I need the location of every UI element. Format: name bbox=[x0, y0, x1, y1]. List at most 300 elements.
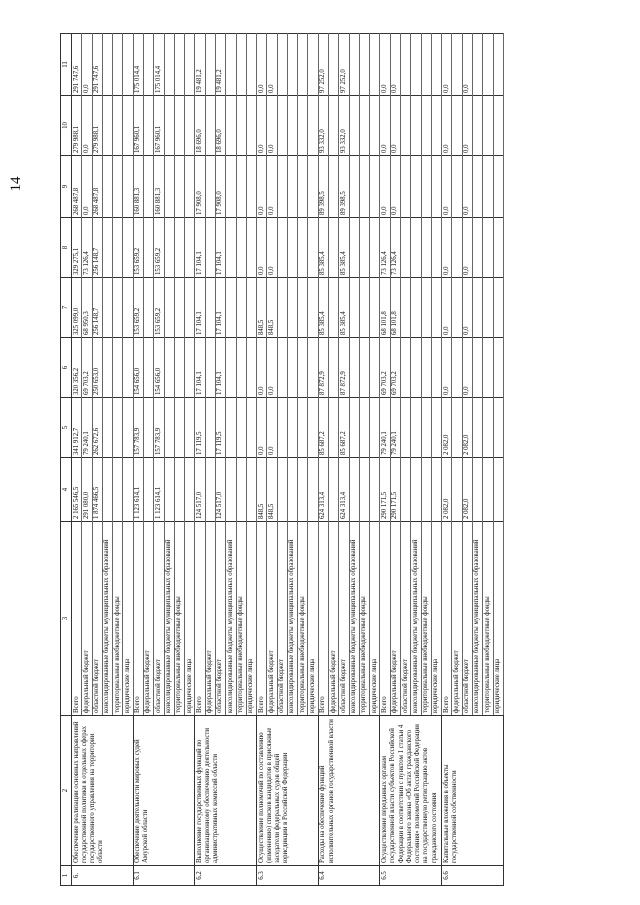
value-cell bbox=[308, 278, 318, 338]
value-cell bbox=[226, 338, 236, 398]
value-cell bbox=[421, 278, 431, 338]
value-cell bbox=[483, 156, 493, 218]
value-cell bbox=[123, 96, 133, 156]
value-cell: 93 332,0 bbox=[339, 96, 349, 156]
value-cell: 69 703,2 bbox=[390, 338, 400, 398]
value-cell: 17 104,1 bbox=[215, 218, 225, 278]
funding-source: Всего bbox=[318, 522, 328, 716]
value-cell: 848,5 bbox=[257, 278, 267, 338]
value-cell: 291 747,6 bbox=[72, 34, 82, 96]
value-cell bbox=[329, 34, 339, 96]
value-cell bbox=[349, 278, 359, 338]
budget-table bbox=[60, 33, 504, 886]
funding-source: консолидированные бюджеты муниципальных образований bbox=[102, 522, 112, 716]
value-cell bbox=[143, 156, 153, 218]
value-cell bbox=[298, 338, 308, 398]
funding-source: Всего bbox=[195, 522, 205, 716]
value-cell bbox=[102, 398, 112, 458]
funding-source: федеральный бюджет bbox=[82, 522, 92, 716]
value-cell: 73 126,4 bbox=[82, 218, 92, 278]
funding-source: областной бюджет bbox=[92, 522, 102, 716]
value-cell: 85 385,4 bbox=[318, 218, 328, 278]
value-cell bbox=[123, 458, 133, 522]
value-cell bbox=[349, 218, 359, 278]
value-cell: 85 385,4 bbox=[339, 218, 349, 278]
page-number: 14 bbox=[8, 176, 24, 192]
value-cell: 0,0 bbox=[442, 278, 452, 338]
funding-source: юридические лица bbox=[431, 522, 441, 716]
value-cell bbox=[185, 278, 195, 338]
value-cell bbox=[483, 338, 493, 398]
value-cell: 291 747,6 bbox=[92, 34, 102, 96]
column-number: 11 bbox=[61, 34, 72, 96]
value-cell bbox=[113, 34, 123, 96]
row-number: 6.3 bbox=[257, 866, 319, 886]
value-cell bbox=[277, 34, 287, 96]
funding-source: Всего bbox=[257, 522, 267, 716]
value-cell bbox=[349, 96, 359, 156]
value-cell: 0,0 bbox=[380, 156, 390, 218]
table-row bbox=[380, 34, 390, 886]
value-cell bbox=[164, 278, 174, 338]
value-cell: 329 275,1 bbox=[72, 218, 82, 278]
value-cell bbox=[123, 398, 133, 458]
funding-source: консолидированные бюджеты муниципальных образований bbox=[411, 522, 421, 716]
value-cell: 154 656,0 bbox=[154, 338, 164, 398]
value-cell bbox=[113, 278, 123, 338]
value-cell bbox=[164, 338, 174, 398]
column-number: 6 bbox=[61, 338, 72, 398]
value-cell bbox=[277, 96, 287, 156]
value-cell bbox=[308, 34, 318, 96]
value-cell: 153 659,2 bbox=[154, 218, 164, 278]
row-number: 6.6 bbox=[442, 866, 504, 886]
funding-source: территориальные внебюджетные фонды bbox=[113, 522, 123, 716]
value-cell bbox=[205, 278, 215, 338]
value-cell: 85 385,4 bbox=[318, 278, 328, 338]
value-cell: 0,0 bbox=[442, 156, 452, 218]
value-cell bbox=[472, 156, 482, 218]
value-cell: 291 080,0 bbox=[82, 458, 92, 522]
value-cell bbox=[483, 398, 493, 458]
value-cell bbox=[226, 278, 236, 338]
value-cell: 69 703,2 bbox=[82, 338, 92, 398]
funding-source: федеральный бюджет bbox=[390, 522, 400, 716]
value-cell bbox=[370, 278, 380, 338]
value-cell bbox=[246, 278, 256, 338]
value-cell bbox=[102, 338, 112, 398]
value-cell bbox=[226, 218, 236, 278]
value-cell bbox=[113, 156, 123, 218]
value-cell: 0,0 bbox=[267, 34, 277, 96]
value-cell: 157 783,9 bbox=[154, 398, 164, 458]
value-cell: 69 703,2 bbox=[380, 338, 390, 398]
value-cell bbox=[452, 458, 462, 522]
value-cell bbox=[401, 398, 411, 458]
value-cell: 0,0 bbox=[82, 96, 92, 156]
value-cell bbox=[287, 338, 297, 398]
value-cell bbox=[401, 278, 411, 338]
value-cell: 93 332,0 bbox=[318, 96, 328, 156]
value-cell bbox=[123, 34, 133, 96]
value-cell bbox=[472, 278, 482, 338]
value-cell: 124 517,0 bbox=[215, 458, 225, 522]
value-cell bbox=[113, 96, 123, 156]
value-cell bbox=[329, 458, 339, 522]
value-cell: 1 123 614,1 bbox=[154, 458, 164, 522]
funding-source: территориальные внебюджетные фонды bbox=[359, 522, 369, 716]
value-cell bbox=[205, 156, 215, 218]
value-cell: 0,0 bbox=[442, 338, 452, 398]
value-cell bbox=[411, 398, 421, 458]
value-cell: 89 398,5 bbox=[339, 156, 349, 218]
value-cell: 268 487,8 bbox=[92, 156, 102, 218]
value-cell bbox=[185, 34, 195, 96]
value-cell bbox=[185, 458, 195, 522]
value-cell: 18 696,0 bbox=[195, 96, 205, 156]
value-cell: 85 687,2 bbox=[318, 398, 328, 458]
value-cell bbox=[431, 398, 441, 458]
value-cell: 0,0 bbox=[257, 156, 267, 218]
measure-name: Капитальные вложения в объекты государственной собственности bbox=[442, 716, 504, 866]
value-cell: 79 240,1 bbox=[82, 398, 92, 458]
value-cell: 97 252,0 bbox=[318, 34, 328, 96]
value-cell bbox=[287, 278, 297, 338]
value-cell bbox=[174, 218, 184, 278]
measure-name: Осуществление переданных органам государственной власти субъектов Российской Федерации в соответствии с пунктом 1 статьи 4 Федерального закона «Об актах гражданского состояния» полномочий Российской Федерации на государственную регистрацию актов гражданского состояния bbox=[380, 716, 442, 866]
value-cell: 0,0 bbox=[462, 156, 472, 218]
value-cell bbox=[349, 458, 359, 522]
value-cell: 0,0 bbox=[390, 34, 400, 96]
value-cell bbox=[102, 218, 112, 278]
funding-source: областной бюджет bbox=[462, 522, 472, 716]
measure-name: Осуществление полномочий по составлению (изменению) списков кандидатов в присяжные заседатели федеральных судов общей юрисдикции в Российской Федерации bbox=[257, 716, 319, 866]
table-row bbox=[195, 34, 205, 886]
value-cell bbox=[164, 218, 174, 278]
value-cell bbox=[298, 278, 308, 338]
value-cell bbox=[308, 398, 318, 458]
value-cell bbox=[452, 218, 462, 278]
value-cell bbox=[185, 338, 195, 398]
funding-source: юридические лица bbox=[185, 522, 195, 716]
value-cell bbox=[452, 338, 462, 398]
value-cell bbox=[493, 398, 503, 458]
funding-source: областной бюджет bbox=[339, 522, 349, 716]
value-cell bbox=[401, 218, 411, 278]
value-cell bbox=[185, 156, 195, 218]
value-cell: 17 908,0 bbox=[215, 156, 225, 218]
value-cell bbox=[298, 458, 308, 522]
value-cell: 2 082,0 bbox=[442, 458, 452, 522]
rotated-table-container bbox=[60, 34, 600, 886]
value-cell bbox=[329, 156, 339, 218]
value-cell bbox=[123, 218, 133, 278]
value-cell bbox=[370, 34, 380, 96]
value-cell bbox=[472, 458, 482, 522]
value-cell bbox=[164, 398, 174, 458]
value-cell bbox=[411, 278, 421, 338]
value-cell: 175 014,4 bbox=[154, 34, 164, 96]
value-cell: 153 659,2 bbox=[154, 278, 164, 338]
value-cell bbox=[370, 458, 380, 522]
value-cell bbox=[185, 398, 195, 458]
value-cell: 1 123 614,1 bbox=[133, 458, 143, 522]
funding-source: юридические лица bbox=[246, 522, 256, 716]
value-cell bbox=[113, 398, 123, 458]
column-number: 5 bbox=[61, 398, 72, 458]
value-cell bbox=[329, 278, 339, 338]
value-cell bbox=[123, 338, 133, 398]
value-cell: 17 104,1 bbox=[215, 278, 225, 338]
value-cell: 262 672,6 bbox=[92, 398, 102, 458]
value-cell bbox=[164, 96, 174, 156]
measure-name: Расходы на обеспечение функций исполнительных органов государственной власти bbox=[318, 716, 380, 866]
value-cell bbox=[308, 96, 318, 156]
funding-source: Всего bbox=[442, 522, 452, 716]
value-cell bbox=[370, 398, 380, 458]
value-cell: 0,0 bbox=[442, 96, 452, 156]
value-cell bbox=[143, 278, 153, 338]
value-cell bbox=[102, 34, 112, 96]
column-number: 7 bbox=[61, 278, 72, 338]
value-cell bbox=[277, 398, 287, 458]
value-cell bbox=[359, 34, 369, 96]
value-cell bbox=[493, 34, 503, 96]
value-cell bbox=[246, 96, 256, 156]
value-cell bbox=[287, 458, 297, 522]
value-cell bbox=[431, 458, 441, 522]
value-cell bbox=[349, 156, 359, 218]
value-cell bbox=[236, 156, 246, 218]
value-cell bbox=[421, 34, 431, 96]
value-cell bbox=[205, 398, 215, 458]
value-cell: 0,0 bbox=[390, 156, 400, 218]
value-cell: 19 481,2 bbox=[195, 34, 205, 96]
value-cell bbox=[246, 338, 256, 398]
value-cell bbox=[401, 338, 411, 398]
value-cell bbox=[359, 218, 369, 278]
value-cell bbox=[452, 96, 462, 156]
funding-source: федеральный бюджет bbox=[143, 522, 153, 716]
value-cell bbox=[483, 458, 493, 522]
value-cell: 68 101,8 bbox=[390, 278, 400, 338]
value-cell bbox=[287, 96, 297, 156]
value-cell: 160 881,3 bbox=[133, 156, 143, 218]
value-cell: 848,5 bbox=[257, 458, 267, 522]
funding-source: территориальные внебюджетные фонды bbox=[483, 522, 493, 716]
value-cell: 68 101,8 bbox=[380, 278, 390, 338]
value-cell bbox=[102, 458, 112, 522]
value-cell: 19 481,2 bbox=[215, 34, 225, 96]
value-cell bbox=[185, 96, 195, 156]
value-cell bbox=[349, 34, 359, 96]
funding-source: федеральный бюджет bbox=[452, 522, 462, 716]
funding-source: территориальные внебюджетные фонды bbox=[421, 522, 431, 716]
value-cell bbox=[431, 34, 441, 96]
value-cell bbox=[246, 218, 256, 278]
value-cell: 325 099,0 bbox=[72, 278, 82, 338]
funding-source: территориальные внебюджетные фонды bbox=[174, 522, 184, 716]
value-cell bbox=[205, 458, 215, 522]
value-cell: 624 313,4 bbox=[339, 458, 349, 522]
value-cell bbox=[431, 278, 441, 338]
value-cell bbox=[113, 458, 123, 522]
value-cell bbox=[401, 458, 411, 522]
value-cell bbox=[205, 34, 215, 96]
value-cell: 85 385,4 bbox=[339, 278, 349, 338]
value-cell bbox=[411, 156, 421, 218]
value-cell: 0,0 bbox=[462, 96, 472, 156]
value-cell bbox=[401, 96, 411, 156]
value-cell bbox=[298, 218, 308, 278]
value-cell bbox=[236, 218, 246, 278]
value-cell bbox=[452, 398, 462, 458]
value-cell: 2 082,0 bbox=[442, 398, 452, 458]
value-cell: 18 696,0 bbox=[215, 96, 225, 156]
value-cell: 17 104,1 bbox=[215, 338, 225, 398]
value-cell bbox=[174, 156, 184, 218]
value-cell bbox=[246, 398, 256, 458]
value-cell bbox=[102, 156, 112, 218]
funding-source: областной бюджет bbox=[154, 522, 164, 716]
value-cell: 256 148,7 bbox=[92, 278, 102, 338]
value-cell bbox=[401, 156, 411, 218]
value-cell bbox=[421, 156, 431, 218]
value-cell bbox=[287, 34, 297, 96]
value-cell: 17 104,1 bbox=[195, 218, 205, 278]
value-cell bbox=[236, 398, 246, 458]
value-cell: 79 240,1 bbox=[380, 398, 390, 458]
value-cell bbox=[174, 96, 184, 156]
row-number: 6.5 bbox=[380, 866, 442, 886]
value-cell bbox=[349, 398, 359, 458]
value-cell bbox=[277, 218, 287, 278]
value-cell bbox=[287, 156, 297, 218]
column-number-row bbox=[61, 34, 72, 886]
value-cell bbox=[359, 96, 369, 156]
value-cell: 0,0 bbox=[257, 34, 267, 96]
value-cell bbox=[174, 34, 184, 96]
funding-source: юридические лица bbox=[370, 522, 380, 716]
value-cell: 0,0 bbox=[380, 34, 390, 96]
value-cell: 0,0 bbox=[442, 218, 452, 278]
value-cell bbox=[298, 156, 308, 218]
value-cell: 0,0 bbox=[82, 34, 92, 96]
row-number: 6. bbox=[72, 866, 134, 886]
measure-name: Обеспечение реализации основных направлений государственной политики в отдельных сферах государственного управления на территории области bbox=[72, 716, 134, 866]
value-cell bbox=[277, 156, 287, 218]
value-cell bbox=[411, 338, 421, 398]
value-cell: 341 912,7 bbox=[72, 398, 82, 458]
value-cell: 279 988,1 bbox=[92, 96, 102, 156]
value-cell bbox=[143, 34, 153, 96]
value-cell bbox=[472, 34, 482, 96]
value-cell bbox=[452, 278, 462, 338]
value-cell bbox=[329, 218, 339, 278]
value-cell bbox=[205, 218, 215, 278]
funding-source: территориальные внебюджетные фонды bbox=[298, 522, 308, 716]
funding-source: областной бюджет bbox=[215, 522, 225, 716]
value-cell bbox=[493, 458, 503, 522]
value-cell: 73 126,4 bbox=[380, 218, 390, 278]
value-cell bbox=[123, 156, 133, 218]
value-cell bbox=[164, 34, 174, 96]
value-cell bbox=[411, 458, 421, 522]
value-cell bbox=[246, 156, 256, 218]
value-cell bbox=[421, 96, 431, 156]
value-cell bbox=[359, 278, 369, 338]
value-cell bbox=[143, 218, 153, 278]
funding-source: федеральный бюджет bbox=[205, 522, 215, 716]
value-cell: 85 687,2 bbox=[339, 398, 349, 458]
value-cell: 0,0 bbox=[257, 338, 267, 398]
value-cell: 0,0 bbox=[82, 156, 92, 218]
value-cell bbox=[359, 156, 369, 218]
value-cell bbox=[431, 96, 441, 156]
value-cell bbox=[113, 218, 123, 278]
value-cell: 0,0 bbox=[462, 278, 472, 338]
column-number: 8 bbox=[61, 218, 72, 278]
value-cell bbox=[472, 338, 482, 398]
value-cell bbox=[359, 458, 369, 522]
value-cell: 0,0 bbox=[257, 398, 267, 458]
value-cell: 2 082,0 bbox=[462, 458, 472, 522]
value-cell bbox=[329, 398, 339, 458]
value-cell: 0,0 bbox=[267, 338, 277, 398]
value-cell: 0,0 bbox=[267, 96, 277, 156]
value-cell bbox=[246, 34, 256, 96]
value-cell bbox=[493, 156, 503, 218]
value-cell bbox=[452, 156, 462, 218]
value-cell bbox=[236, 34, 246, 96]
value-cell: 17 104,1 bbox=[195, 278, 205, 338]
value-cell: 279 988,1 bbox=[72, 96, 82, 156]
value-cell bbox=[287, 398, 297, 458]
value-cell: 0,0 bbox=[257, 218, 267, 278]
value-cell: 17 908,0 bbox=[195, 156, 205, 218]
value-cell: 0,0 bbox=[267, 156, 277, 218]
value-cell bbox=[431, 156, 441, 218]
column-number: 10 bbox=[61, 96, 72, 156]
value-cell: 0,0 bbox=[267, 218, 277, 278]
funding-source: Всего bbox=[133, 522, 143, 716]
value-cell: 160 881,3 bbox=[154, 156, 164, 218]
value-cell: 73 126,4 bbox=[390, 218, 400, 278]
value-cell bbox=[143, 338, 153, 398]
measure-name: Выполнение государственных функций по организационному обеспечению деятельности административных комиссий области bbox=[195, 716, 257, 866]
value-cell: 848,5 bbox=[267, 278, 277, 338]
value-cell bbox=[472, 96, 482, 156]
value-cell bbox=[370, 218, 380, 278]
value-cell: 153 659,2 bbox=[133, 278, 143, 338]
value-cell bbox=[277, 278, 287, 338]
value-cell bbox=[452, 34, 462, 96]
funding-source: территориальные внебюджетные фонды bbox=[236, 522, 246, 716]
value-cell bbox=[102, 278, 112, 338]
funding-source: Всего bbox=[72, 522, 82, 716]
value-cell bbox=[226, 34, 236, 96]
value-cell bbox=[483, 34, 493, 96]
value-cell: 0,0 bbox=[462, 218, 472, 278]
value-cell: 97 252,0 bbox=[339, 34, 349, 96]
funding-source: областной бюджет bbox=[277, 522, 287, 716]
value-cell: 175 014,4 bbox=[133, 34, 143, 96]
value-cell bbox=[308, 218, 318, 278]
value-cell bbox=[102, 96, 112, 156]
funding-source: консолидированные бюджеты муниципальных образований bbox=[164, 522, 174, 716]
value-cell bbox=[370, 96, 380, 156]
funding-source: юридические лица bbox=[123, 522, 133, 716]
